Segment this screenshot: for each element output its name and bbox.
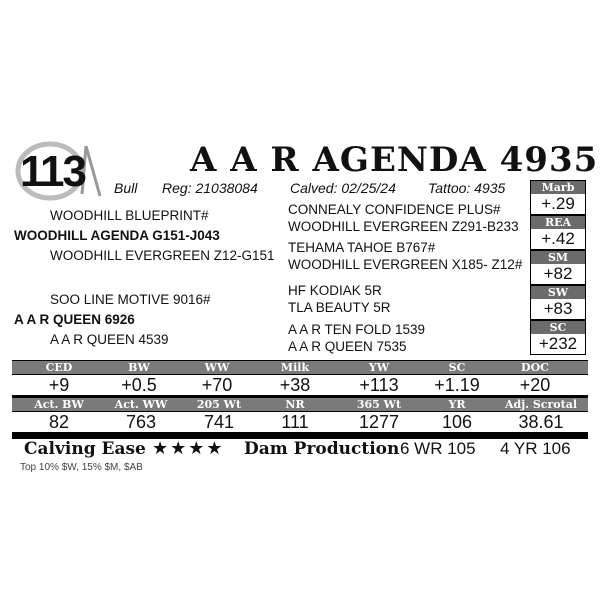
- dam-production-wr: 6 WR 105: [400, 439, 476, 458]
- actual-value: 106: [441, 412, 473, 432]
- epd-box-sm: [530, 250, 586, 285]
- actual-label: 365 Wt: [356, 398, 402, 411]
- dam-production-yr: 4 YR 106: [500, 439, 571, 458]
- actual-label-row: [12, 398, 588, 411]
- pedigree-right-3: TEHAMA TAHOE B767#: [288, 240, 436, 255]
- epd-box-rea: [530, 215, 586, 250]
- epd-label: DOC: [521, 361, 549, 374]
- epd-value: +70: [201, 375, 233, 395]
- epd-box-marb: [530, 180, 586, 215]
- epd-box-value: +.29: [541, 194, 575, 213]
- epd-value: +0.5: [121, 375, 157, 395]
- actual-label: NR: [285, 398, 305, 411]
- pedigree-right-6: TLA BEAUTY 5R: [288, 300, 391, 315]
- epd-value: +1.19: [434, 375, 480, 395]
- epd-box-label: SM: [531, 251, 585, 264]
- pedigree-dam-sire: SOO LINE MOTIVE 9016#: [50, 292, 211, 307]
- actual-label: Act. BW: [34, 398, 84, 411]
- actual-label: YR: [448, 398, 466, 411]
- calving-ease-label: Calving Ease: [24, 439, 146, 459]
- actual-label: 205 Wt: [196, 398, 242, 411]
- animal-name: A A R AGENDA 4935: [190, 140, 599, 180]
- epd-value: +113: [359, 375, 399, 395]
- footer-note: Top 10% $W, 15% $M, $AB: [20, 462, 143, 473]
- actual-label: Act. WW: [114, 398, 168, 411]
- animal-sex: Bull: [114, 180, 138, 196]
- pedigree-right-8: A A R QUEEN 7535: [288, 339, 407, 354]
- pedigree-right-2: WOODHILL EVERGREEN Z291-B233: [288, 219, 519, 234]
- epd-label: BW: [128, 361, 150, 374]
- pedigree-sire: WOODHILL AGENDA G151-J043: [14, 228, 220, 243]
- lot-number: 113: [20, 147, 85, 196]
- epd-box-value: +.42: [541, 229, 575, 248]
- epd-box-label: Marb: [531, 181, 585, 194]
- registration-number: Reg: 21038084: [162, 180, 258, 196]
- epd-box-label: SC: [531, 321, 585, 334]
- tattoo: Tattoo: 4935: [428, 180, 506, 196]
- pedigree-sire-dam: WOODHILL EVERGREEN Z12-G151: [50, 248, 275, 263]
- actual-value-row: [12, 412, 588, 432]
- actual-value: 111: [281, 412, 309, 432]
- dam-production-label: Dam Production: [244, 439, 400, 459]
- pedigree-dam: A A R QUEEN 6926: [14, 312, 135, 327]
- epd-box-sw: [530, 285, 586, 320]
- epd-label: WW: [204, 361, 230, 374]
- pedigree-right-5: HF KODIAK 5R: [288, 283, 382, 298]
- epd-box-sc: [530, 320, 586, 355]
- actual-value: 763: [125, 412, 157, 432]
- pedigree-dam-dam: A A R QUEEN 4539: [50, 332, 169, 347]
- pedigree-right-4: WOODHILL EVERGREEN X185- Z12#: [288, 257, 523, 272]
- actual-label: Adj. Scrotal: [504, 398, 578, 411]
- calved-date: Calved: 02/25/24: [290, 180, 396, 196]
- epd-label: YW: [368, 361, 390, 374]
- epd-box-value: +232: [538, 334, 578, 353]
- epd-box-label: SW: [531, 286, 585, 299]
- epd-box-value: +83: [543, 299, 573, 318]
- epd-value-row: [12, 375, 588, 395]
- actual-value: 1277: [358, 412, 400, 432]
- epd-label: Milk: [280, 361, 310, 374]
- epd-label-row: [12, 361, 588, 374]
- calving-ease-stars: ★★★★: [152, 438, 225, 458]
- actual-value: 38.61: [518, 412, 564, 432]
- pedigree-right-1: CONNEALY CONFIDENCE PLUS#: [288, 202, 501, 217]
- pedigree-sire-sire: WOODHILL BLUEPRINT#: [50, 208, 209, 223]
- epd-label: SC: [448, 361, 466, 374]
- epd-box-value: +82: [543, 264, 573, 283]
- epd-box-label: REA: [531, 216, 585, 229]
- epd-label: CED: [45, 361, 73, 374]
- actual-value: 82: [48, 412, 70, 432]
- epd-value: +38: [279, 375, 311, 395]
- epd-value: +20: [519, 375, 551, 395]
- epd-value: +9: [48, 375, 70, 395]
- actual-value: 741: [203, 412, 235, 432]
- pedigree-right-7: A A R TEN FOLD 1539: [288, 322, 426, 337]
